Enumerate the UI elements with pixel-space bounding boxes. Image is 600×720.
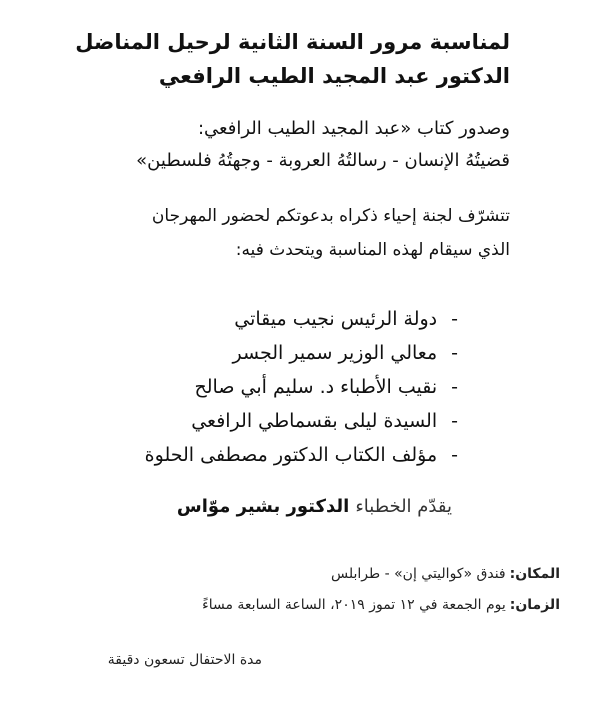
heading-line-1: لمناسبة مرور السنة الثانية لرحيل المناضل	[75, 30, 510, 54]
list-item	[145, 370, 458, 404]
venue-place	[331, 566, 560, 582]
presenter-name: الدكتور بشير موّاس	[176, 496, 350, 517]
bullet-dash: -	[451, 308, 458, 330]
bullet-dash: -	[451, 410, 458, 432]
time-value: يوم الجمعة في ١٢ تموز ٢٠١٩، الساعة السابعة مساءً	[202, 597, 506, 613]
list-item	[145, 302, 458, 336]
place-label: المكان:	[509, 566, 560, 582]
speaker-name: مؤلف الكتاب الدكتور مصطفى الحلوة	[144, 444, 438, 466]
bullet-dash: -	[451, 444, 458, 466]
presenter-label: يقدّم الخطباء	[355, 496, 452, 517]
speaker-name: معالي الوزير سمير الجسر	[232, 342, 438, 364]
duration-note: مدة الاحتفال تسعون دقيقة	[107, 652, 262, 668]
bullet-dash: -	[451, 376, 458, 398]
invitation-line-1: تتشرّف لجنة إحياء ذكراه بدعوتكم لحضور المهرجان	[151, 206, 510, 226]
time-label: الزمان:	[509, 597, 560, 613]
list-item	[145, 438, 458, 472]
venue-time	[202, 597, 560, 613]
heading-line-2: الدكتور عبد المجيد الطيب الرافعي	[158, 64, 510, 88]
place-value: فندق «كواليتي إن» - طرابلس	[331, 566, 506, 582]
presenter-line	[177, 496, 452, 517]
invitation-line-2: الذي سيقام لهذه المناسبة ويتحدث فيه:	[235, 240, 510, 260]
list-item	[145, 404, 458, 438]
bullet-dash: -	[451, 342, 458, 364]
book-line-1: وصدور كتاب «عبد المجيد الطيب الرافعي:	[197, 118, 510, 139]
book-line-2: قضيتُهُ الإنسان - رسالتُهُ العروبة - وجهتُهُ فلسطين»	[136, 150, 510, 171]
list-item	[145, 336, 458, 370]
speakers-list	[145, 302, 458, 472]
speaker-name: نقيب الأطباء د. سليم أبي صالح	[194, 376, 438, 398]
speaker-name: دولة الرئيس نجيب ميقاتي	[234, 308, 438, 330]
speaker-name: السيدة ليلى بقسماطي الرافعي	[191, 410, 438, 432]
